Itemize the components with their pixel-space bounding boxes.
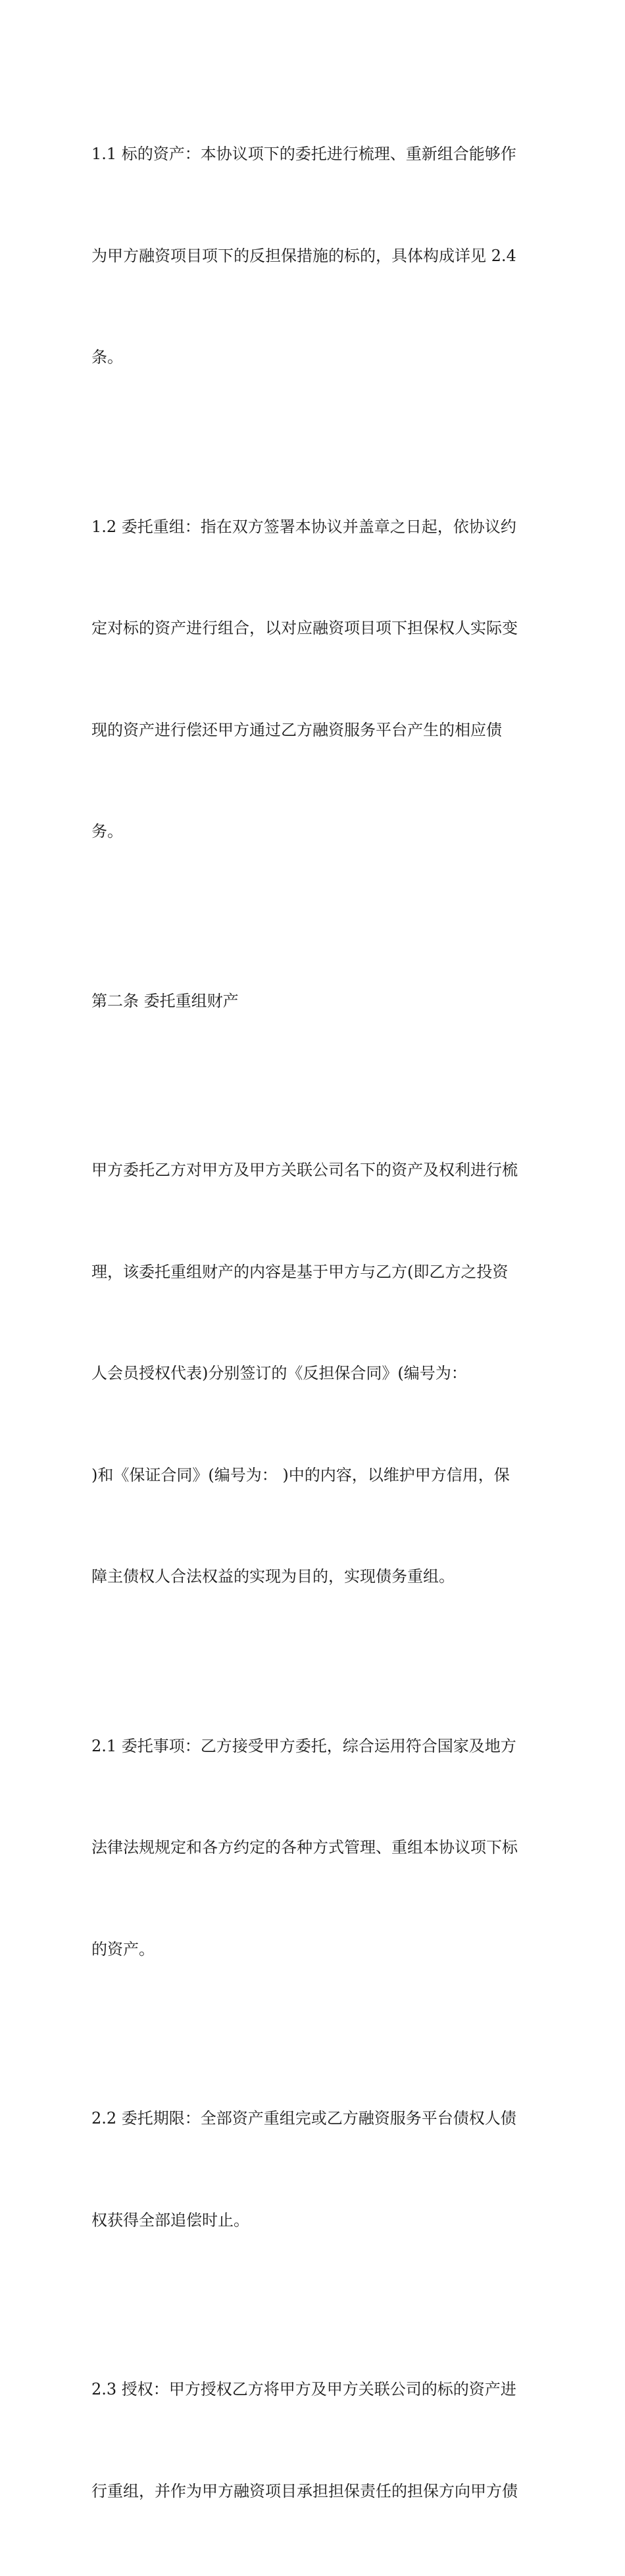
text-line: 权获得全部追偿时止。 <box>91 2210 249 2229</box>
text-line: 务。 <box>91 822 123 840</box>
text-line: 2.3 授权：甲方授权乙方将甲方及甲方关联公司的标的资产进 <box>91 2380 516 2398</box>
text-line: 2.1 委托事项：乙方接受甲方委托，综合运用符合国家及地方 <box>91 1736 516 1755</box>
heading-line: 第二条 委托重组财产 <box>91 991 239 1010</box>
text-line: 现的资产进行偿还甲方通过乙方融资服务平台产生的相应债 <box>91 720 502 739</box>
paragraph-2-1 <box>91 1662 539 2035</box>
paragraph-1-2 <box>91 443 539 917</box>
text-line: 甲方委托乙方对甲方及甲方关联公司名下的资产及权利进行梳 <box>91 1161 518 1179</box>
text-line: 障主债权人合法权益的实现为目的，实现债务重组。 <box>91 1567 455 1586</box>
document-body <box>91 70 539 2576</box>
text-line: 法律法规规定和各方约定的各种方式管理、重组本协议项下标 <box>91 1838 518 1857</box>
paragraph-2-2 <box>91 2034 539 2305</box>
text-line: 人会员授权代表)分别签订的《反担保合同》(编号为： <box>91 1364 467 1382</box>
text-line: 定对标的资产进行组合，以对应融资项目项下担保权人实际变 <box>91 619 518 637</box>
text-line: 的资产。 <box>91 1939 155 1958</box>
text-line: 2.2 委托期限：全部资产重组完或乙方融资服务平台债权人债 <box>91 2109 516 2127</box>
paragraph-2-3 <box>91 2305 539 2576</box>
text-line: 为甲方融资项目项下的反担保措施的标的，具体构成详见 2.4 <box>91 246 516 265</box>
text-line: 1.2 委托重组：指在双方签署本协议并盖章之日起，依协议约 <box>91 517 516 536</box>
text-line: 条。 <box>91 348 123 366</box>
paragraph-section-2-body <box>91 1086 539 1662</box>
text-line: )和《保证合同》(编号为： )中的内容，以维护甲方信用，保 <box>91 1465 510 1484</box>
text-line: 理，该委托重组财产的内容是基于甲方与乙方(即乙方之投资 <box>91 1262 509 1281</box>
text-line: 1.1 标的资产：本协议项下的委托进行梳理、重新组合能够作 <box>91 145 516 163</box>
text-line: 行重组，并作为甲方融资项目承担担保责任的担保方向甲方债 <box>91 2481 518 2500</box>
section-heading-2 <box>91 917 539 1086</box>
paragraph-1-1 <box>91 70 539 443</box>
